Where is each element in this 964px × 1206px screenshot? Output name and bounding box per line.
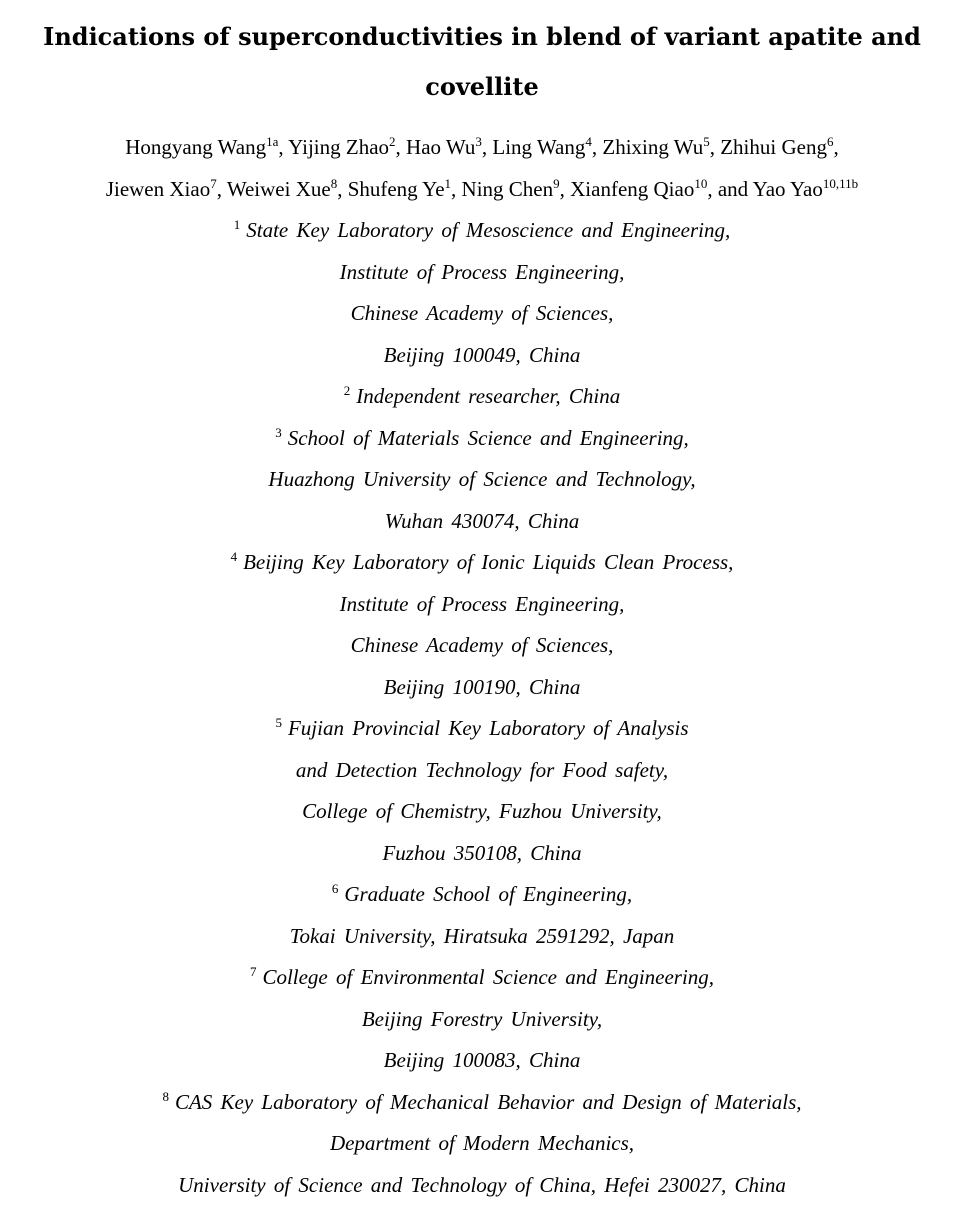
author-name: Ning Chen: [461, 177, 554, 201]
author-affil-mark: 1: [444, 176, 452, 191]
affiliation-1: [0, 210, 964, 376]
author-name: Jiewen Xiao: [105, 177, 211, 201]
affiliation-line: and Detection Technology for Food safety,: [295, 757, 669, 782]
author-affil-mark: 4: [585, 134, 592, 149]
affiliation-text: College of Environmental Science and Engineering,: [262, 965, 715, 989]
author-affil-mark: 10: [694, 176, 708, 191]
affiliation-line: Chinese Academy of Sciences,: [350, 301, 614, 325]
affiliation-line: Beijing Forestry University,: [361, 1006, 603, 1031]
affiliation-number: 5: [275, 715, 282, 730]
author-affil-mark: 1a: [266, 134, 279, 149]
affiliation-line: [0, 1082, 964, 1124]
affiliation-text: CAS Key Laboratory of Mechanical Behavior and Design of Materials,: [174, 1089, 802, 1114]
author-name: Zhihui Geng: [720, 135, 827, 159]
affiliation-line: [0, 542, 964, 584]
affiliation-line: [0, 210, 964, 252]
affiliation-number: 1: [233, 217, 241, 232]
affiliation-line: College of Chemistry, Fuzhou University,: [302, 799, 662, 823]
author-name: Hongyang Wang: [125, 135, 267, 159]
affiliation-number: 4: [230, 549, 238, 564]
author-name: Zhixing Wu: [602, 135, 704, 159]
author-line: [0, 168, 964, 210]
affiliation-text: State Key Laboratory of Mesoscience and Engineering,: [246, 218, 731, 242]
author-affil-mark: 10,11b: [822, 176, 859, 191]
affiliation-text: Independent researcher, China: [356, 384, 621, 408]
affiliation-line: Huazhong University of Science and Technology,: [268, 467, 696, 491]
author-name: Yijing Zhao: [288, 135, 390, 159]
affiliation-4: [0, 542, 964, 708]
author-separator: ,: [559, 177, 571, 201]
affiliation-number: 7: [249, 964, 257, 979]
author-line: [0, 126, 964, 168]
author-separator: ,: [833, 135, 839, 159]
author-separator: ,: [216, 177, 227, 201]
author-name: Ling Wang: [492, 135, 586, 159]
title-line: Indications of superconductivities in blend of variant apatite and: [43, 22, 921, 51]
affiliation-line: Wuhan 430074, China: [384, 508, 580, 533]
affiliation-2: [0, 376, 964, 418]
title-line: covellite: [425, 72, 539, 101]
author-separator: ,: [481, 135, 493, 159]
affiliation-line: Beijing 100190, China: [383, 674, 581, 699]
author-affil-mark: 7: [210, 176, 217, 191]
author-name: Xianfeng Qiao: [570, 177, 695, 201]
affiliation-number: 6: [331, 881, 339, 896]
affiliation-8: [0, 1082, 964, 1206]
author-affil-mark: 9: [553, 176, 560, 191]
author-separator: ,: [278, 135, 289, 159]
affiliation-line: University of Science and Technology of China, Hefei 230027, China: [178, 1172, 786, 1197]
affiliation-6: [0, 874, 964, 957]
author-name: Shufeng Ye: [347, 177, 445, 201]
author-affil-mark: 6: [826, 134, 834, 149]
author-name: Hao Wu: [406, 135, 476, 159]
affiliation-number: 3: [275, 424, 282, 440]
affiliation-line: [0, 376, 964, 418]
affiliation-text: Graduate School of Engineering,: [344, 882, 633, 906]
author-affil-mark: 2: [389, 134, 396, 149]
author-separator: ,: [709, 135, 721, 159]
affiliation-list: [0, 210, 964, 1206]
affiliation-text: Fujian Provincial Key Laboratory of Analysis: [287, 716, 689, 740]
author-affil-mark: 5: [703, 134, 710, 149]
affiliation-text: School of Materials Science and Engineering,: [287, 425, 689, 450]
author-name: Yao Yao: [752, 177, 823, 201]
author-affil-mark: 8: [330, 176, 338, 191]
affiliation-line: Department of Modern Mechanics,: [329, 1131, 635, 1155]
author-separator: ,: [337, 177, 348, 201]
author-list: [0, 126, 964, 210]
affiliation-number: 8: [162, 1088, 169, 1104]
paper-title: [0, 12, 964, 112]
affiliation-line: [0, 874, 964, 916]
affiliation-text: Beijing Key Laboratory of Ionic Liquids Clean Process,: [243, 550, 734, 574]
affiliation-5: [0, 708, 964, 874]
affiliation-line: Fuzhou 350108, China: [382, 840, 582, 865]
affiliation-line: [0, 957, 964, 999]
affiliation-line: Beijing 100083, China: [383, 1048, 581, 1072]
affiliation-line: [0, 418, 964, 460]
author-separator: , and: [707, 177, 753, 201]
affiliation-line: Beijing 100049, China: [383, 342, 581, 367]
affiliation-line: Institute of Process Engineering,: [339, 259, 625, 284]
affiliation-number: 2: [343, 383, 351, 398]
author-separator: ,: [395, 135, 407, 159]
affiliation-7: [0, 957, 964, 1082]
affiliation-line: [0, 708, 964, 750]
affiliation-line: Institute of Process Engineering,: [339, 591, 625, 616]
author-affil-mark: 3: [475, 134, 482, 149]
affiliation-3: [0, 418, 964, 543]
author-separator: ,: [591, 135, 603, 159]
author-separator: ,: [451, 177, 462, 201]
author-name: Weiwei Xue: [226, 177, 331, 201]
affiliation-line: Chinese Academy of Sciences,: [350, 633, 614, 657]
affiliation-line: Tokai University, Hiratsuka 2591292, Japan: [289, 923, 675, 948]
